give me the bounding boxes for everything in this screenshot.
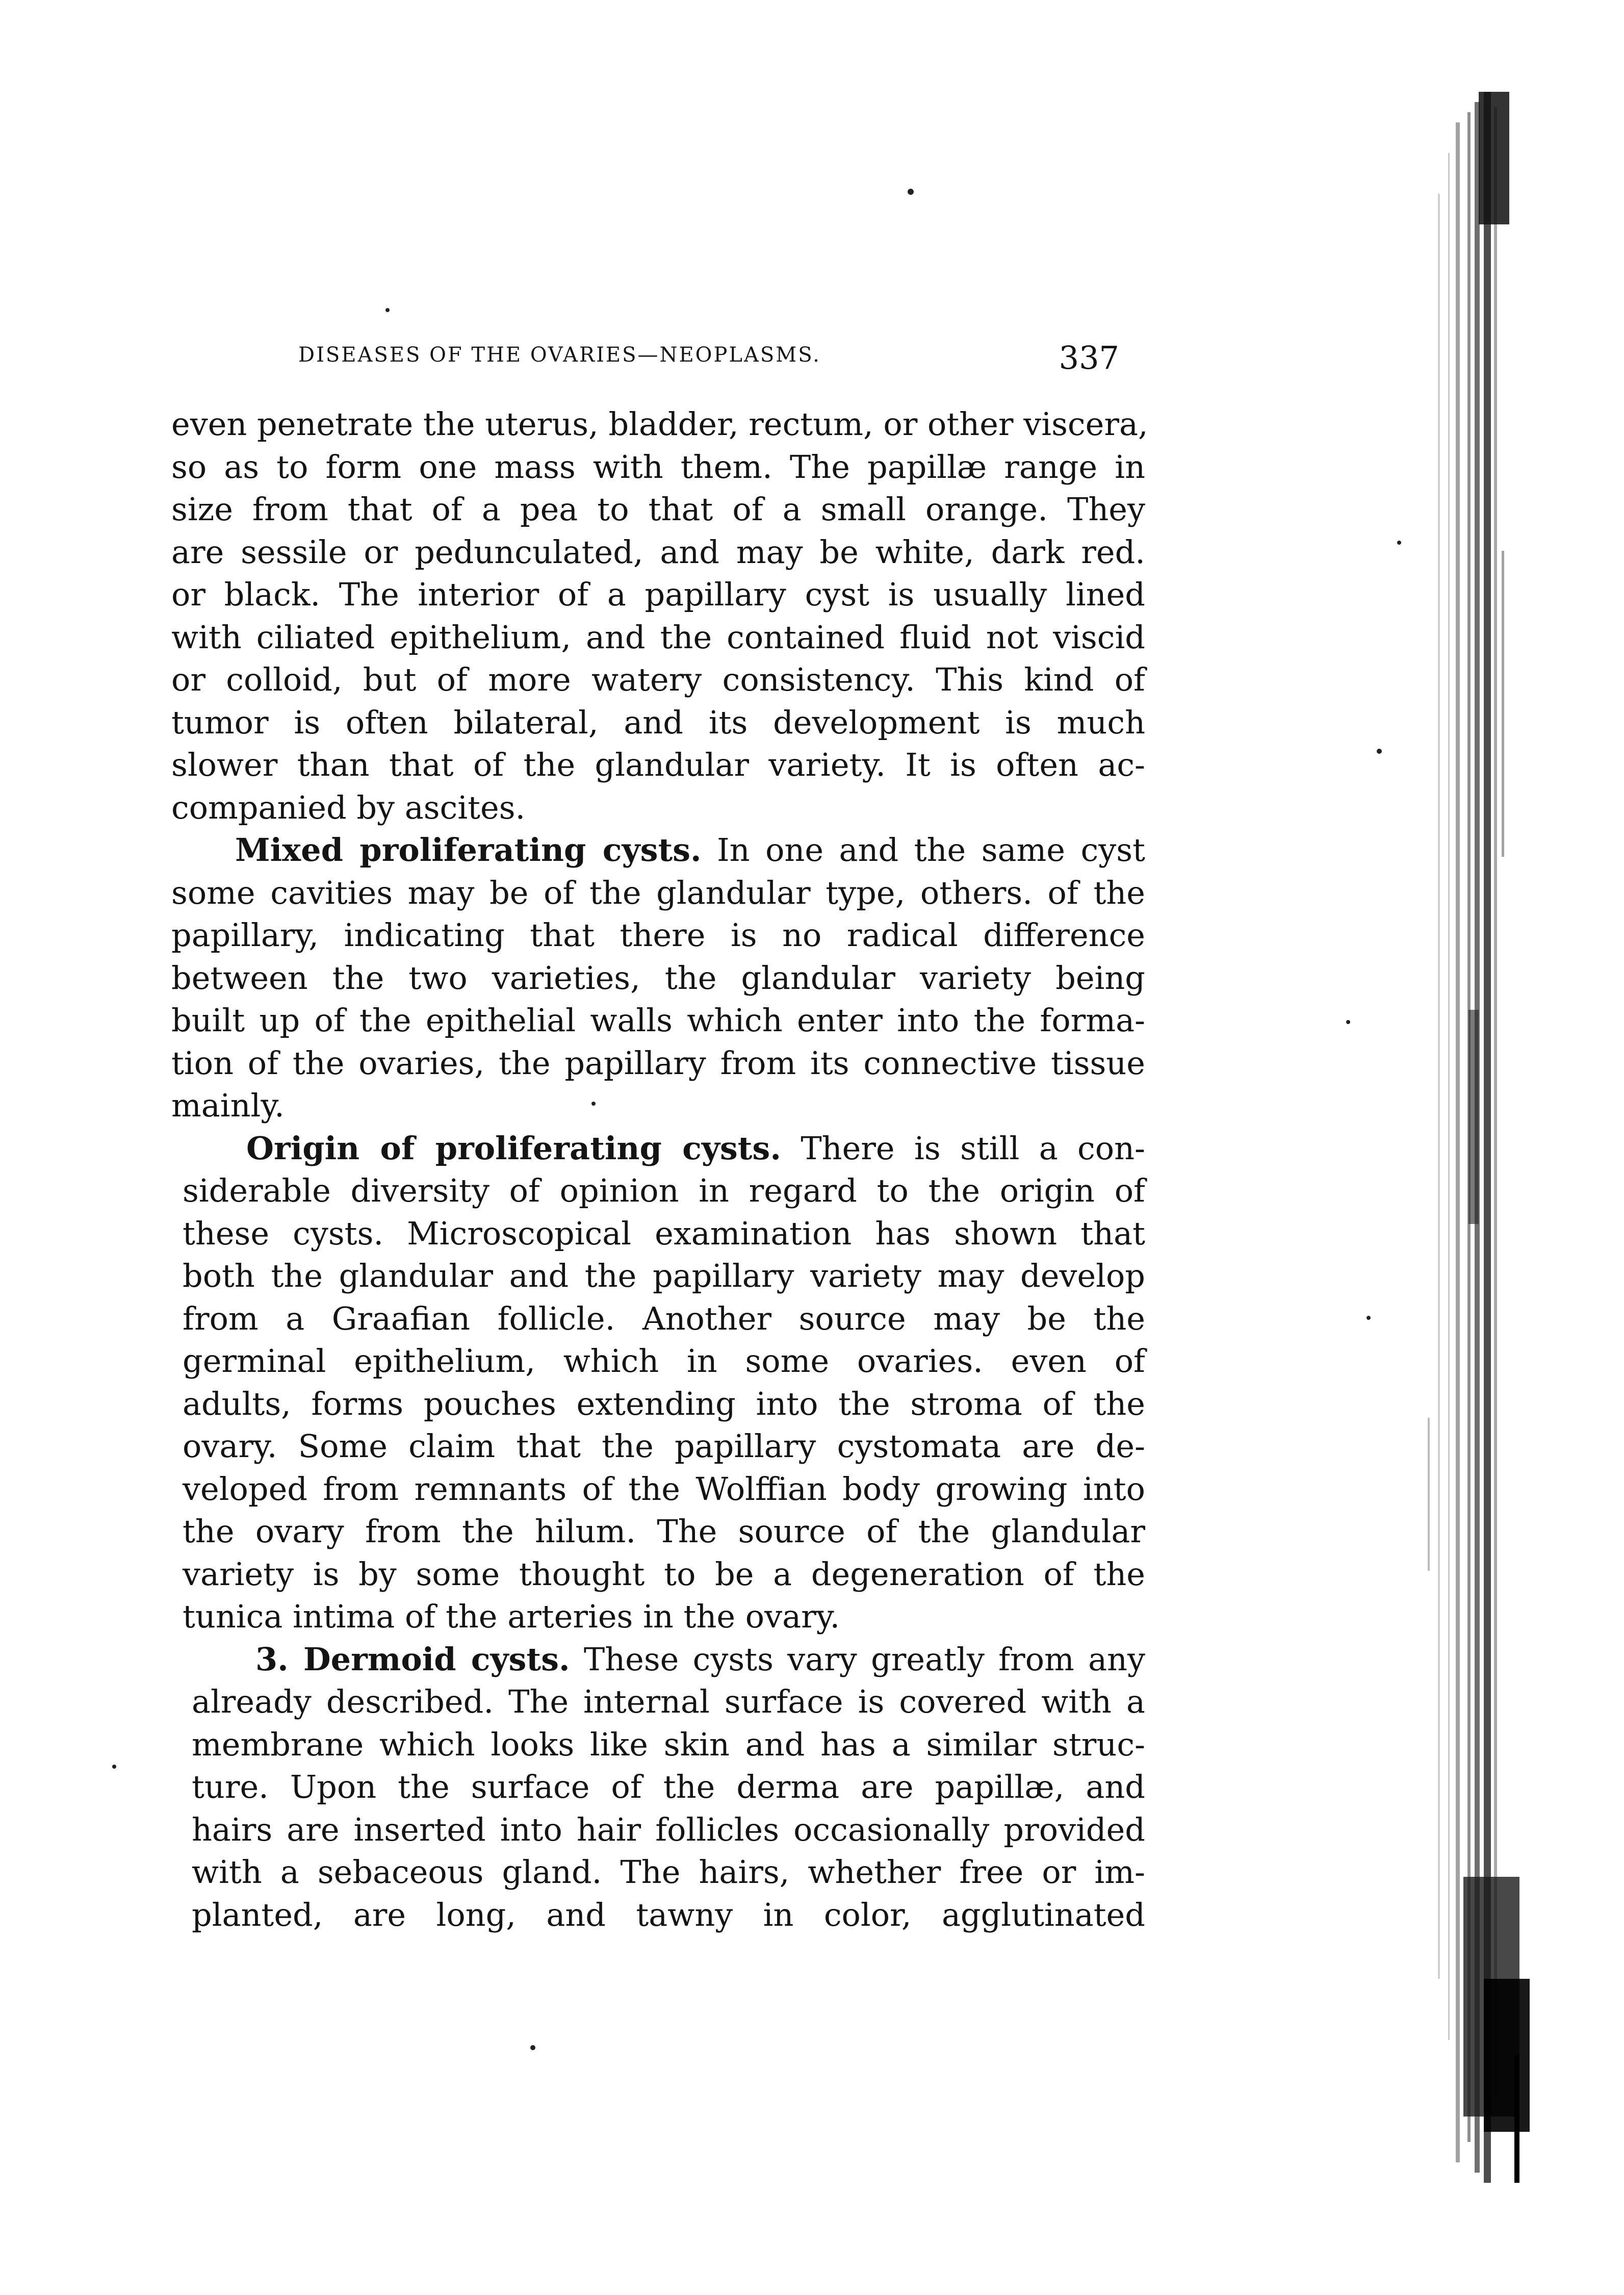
text-line: tunica intima of the arteries in the ovary. (183, 1598, 840, 1635)
scan-speck (1397, 541, 1401, 545)
text-line: so as to form one mass with them. The papillæ range in (171, 448, 1145, 486)
scan-speck (385, 308, 390, 312)
text-line: even penetrate the uterus, bladder, rectum, or other viscera, (171, 405, 1148, 443)
section-heading: 3. Dermoid cysts. (255, 1640, 570, 1678)
paragraph-origin-of-proliferating-cysts (171, 1127, 1145, 1638)
section-heading: Origin of proliferating cysts. (246, 1129, 781, 1167)
paragraph-mixed-proliferating-cysts (171, 829, 1145, 1127)
text-line: tumor is often bilateral, and its development is much (171, 703, 1145, 741)
text-line: mainly. (171, 1087, 285, 1124)
scan-speck (1367, 1316, 1371, 1320)
text-line: ture. Upon the surface of the derma are papillæ, and (192, 1768, 1145, 1805)
text-line: siderable diversity of opinion in regard to the origin of (183, 1172, 1145, 1209)
text-line (171, 1127, 1145, 1170)
text-line: already described. The internal surface is covered with a (192, 1683, 1145, 1720)
text-line: between the two varieties, the glandular variety being (171, 959, 1145, 997)
text-line: both the glandular and the papillary variety may develop (183, 1257, 1145, 1294)
body-text (171, 403, 1148, 1936)
scan-speck (1346, 1020, 1350, 1024)
text-line (171, 1638, 1145, 1681)
running-title: DISEASES OF THE OVARIES—NEOPLASMS. (298, 343, 821, 367)
text-line: the ovary from the hilum. The source of the glandular (183, 1513, 1145, 1550)
text-line: companied by ascites. (171, 788, 526, 826)
text-line: or black. The interior of a papillary cyst is usually lined (171, 576, 1145, 613)
paragraph-papillary-cysts (171, 403, 1148, 829)
text-line: slower than that of the glandular variety. It is often ac- (171, 746, 1145, 783)
page-number: 337 (1059, 339, 1119, 376)
scan-speck (908, 189, 914, 195)
text-line: ovary. Some claim that the papillary cystomata are de- (183, 1427, 1145, 1465)
text-line: or colloid, but of more watery consistency. This kind of (171, 661, 1145, 698)
text-line: from a Graafian follicle. Another source may be the (183, 1299, 1145, 1337)
scan-speck (591, 1102, 596, 1106)
text-run: In one and the same cyst (701, 831, 1145, 869)
text-line: adults, forms pouches extending into the stroma of the (183, 1385, 1145, 1422)
text-line: some cavities may be of the glandular type, others. of the (171, 874, 1145, 911)
scan-speck (1377, 749, 1382, 754)
text-run: These cysts vary greatly from any (570, 1640, 1146, 1678)
running-head (298, 339, 1119, 380)
text-line: veloped from remnants of the Wolffian body growing into (183, 1470, 1145, 1508)
text-line: size from that of a pea to that of a small orange. They (171, 491, 1145, 528)
text-run: There is still a con- (781, 1129, 1145, 1167)
text-line: tion of the ovaries, the papillary from its connective tissue (171, 1044, 1145, 1082)
text-line: built up of the epithelial walls which enter into the forma- (171, 1002, 1145, 1039)
scan-speck (530, 2045, 535, 2050)
text-line: planted, are long, and tawny in color, agglutinated (192, 1896, 1145, 1933)
text-line: hairs are inserted into hair follicles occasionally provided (192, 1810, 1145, 1848)
text-line: variety is by some thought to be a degeneration of the (183, 1555, 1145, 1593)
text-line: with ciliated epithelium, and the contained fluid not viscid (171, 618, 1145, 656)
paragraph-dermoid-cysts (171, 1638, 1145, 1936)
text-line: germinal epithelium, which in some ovaries. even of (183, 1342, 1145, 1380)
section-heading: Mixed proliferating cysts. (235, 831, 702, 869)
text-line: papillary, indicating that there is no radical difference (171, 916, 1145, 954)
text-line: membrane which looks like skin and has a similar struc- (192, 1725, 1145, 1763)
scan-speck (112, 1765, 116, 1769)
text-line (171, 829, 1145, 872)
text-line: these cysts. Microscopical examination has shown that (183, 1214, 1145, 1252)
text-line: with a sebaceous gland. The hairs, whether free or im- (192, 1853, 1145, 1891)
scan-binding-edge (1407, 92, 1560, 2218)
text-line: are sessile or pedunculated, and may be white, dark red. (171, 533, 1145, 571)
